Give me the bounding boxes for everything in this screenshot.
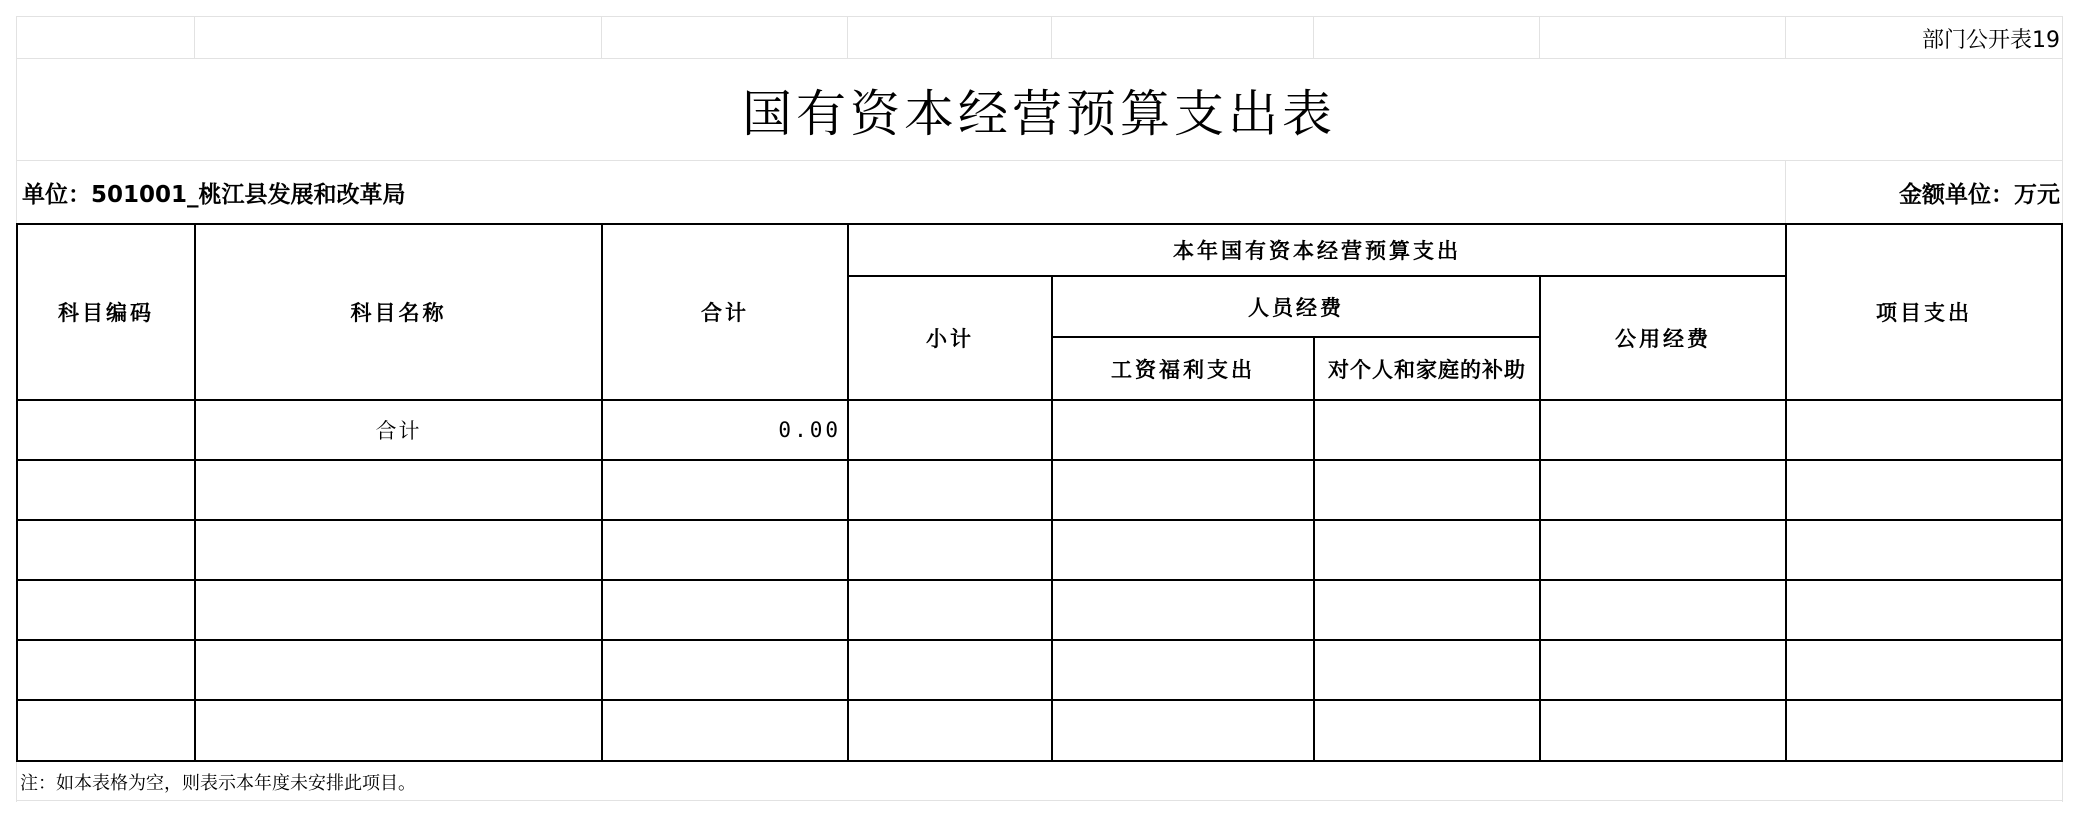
unit-label: 单位：501001_桃江县发展和改革局 bbox=[22, 181, 406, 208]
header-subsidies: 对个人和家庭的补助 bbox=[1328, 357, 1526, 382]
table-cell-total[interactable] bbox=[603, 701, 841, 760]
table-cell-code[interactable] bbox=[18, 461, 194, 519]
header-subject-name: 科目名称 bbox=[350, 301, 447, 325]
table-border bbox=[2061, 223, 2063, 762]
grid-line bbox=[16, 762, 17, 802]
table-cell-total[interactable] bbox=[603, 521, 841, 579]
table-cell-subtotal[interactable] bbox=[849, 461, 1045, 519]
table-cell-subtotal[interactable] bbox=[849, 701, 1045, 760]
grid-line bbox=[1313, 16, 1314, 58]
header-personnel: 人员经费 bbox=[1248, 295, 1344, 320]
table-cell-salary[interactable] bbox=[1053, 461, 1307, 519]
table-cell-public[interactable] bbox=[1541, 401, 1779, 459]
table-cell-public[interactable] bbox=[1541, 521, 1779, 579]
table-cell-name[interactable] bbox=[196, 641, 601, 699]
grid-line bbox=[1785, 16, 1786, 58]
table-cell-name[interactable] bbox=[196, 521, 601, 579]
header-subject-code: 科目编码 bbox=[58, 301, 154, 325]
table-cell-project[interactable] bbox=[1787, 461, 2055, 519]
table-cell-salary[interactable] bbox=[1053, 641, 1307, 699]
grid-line bbox=[1051, 16, 1052, 58]
table-cell-name[interactable]: 合计 bbox=[375, 419, 422, 443]
table-border bbox=[16, 760, 2063, 762]
table-cell-name[interactable] bbox=[196, 701, 601, 760]
table-cell-project[interactable] bbox=[1787, 701, 2055, 760]
table-cell-public[interactable] bbox=[1541, 581, 1779, 639]
footer-note: 注：如本表格为空，则表示本年度未安排此项目。 bbox=[20, 773, 416, 794]
table-cell-project[interactable] bbox=[1787, 401, 2055, 459]
table-cell-public[interactable] bbox=[1541, 461, 1779, 519]
table-cell-code[interactable] bbox=[18, 401, 194, 459]
table-cell-code[interactable] bbox=[18, 521, 194, 579]
grid-line bbox=[16, 800, 2062, 801]
table-cell-subsidy[interactable] bbox=[1315, 701, 1533, 760]
header-project-expenditure: 项目支出 bbox=[1876, 301, 1972, 325]
grid-line bbox=[1785, 160, 1786, 224]
header-current-year-group: 本年国有资本经营预算支出 bbox=[1173, 239, 1461, 263]
grid-line bbox=[601, 16, 602, 58]
table-cell-project[interactable] bbox=[1787, 581, 2055, 639]
table-cell-subsidy[interactable] bbox=[1315, 521, 1533, 579]
grid-line bbox=[194, 16, 195, 58]
table-cell-subtotal[interactable] bbox=[849, 641, 1045, 699]
table-cell-subsidy[interactable] bbox=[1315, 401, 1533, 459]
table-cell-salary[interactable] bbox=[1053, 521, 1307, 579]
table-cell-salary[interactable] bbox=[1053, 401, 1307, 459]
table-cell-code[interactable] bbox=[18, 641, 194, 699]
header-salary-welfare: 工资福利支出 bbox=[1111, 357, 1255, 382]
header-public-funds: 公用经费 bbox=[1615, 327, 1711, 351]
table-cell-total[interactable] bbox=[603, 641, 841, 699]
grid-line bbox=[847, 16, 848, 58]
table-cell-total[interactable] bbox=[603, 461, 841, 519]
table-cell-subtotal[interactable] bbox=[849, 401, 1045, 459]
header-total: 合计 bbox=[701, 301, 749, 325]
table-cell-name[interactable] bbox=[196, 461, 601, 519]
table-cell-total[interactable] bbox=[603, 581, 841, 639]
table-cell-code[interactable] bbox=[18, 581, 194, 639]
grid-line bbox=[1539, 16, 1540, 58]
table-cell-salary[interactable] bbox=[1053, 701, 1307, 760]
table-cell-subsidy[interactable] bbox=[1315, 581, 1533, 639]
table-cell-salary[interactable] bbox=[1053, 581, 1307, 639]
table-cell-code[interactable] bbox=[18, 701, 194, 760]
table-cell-project[interactable] bbox=[1787, 521, 2055, 579]
grid-line bbox=[16, 160, 2062, 161]
table-cell-subtotal[interactable] bbox=[849, 581, 1045, 639]
table-cell-name[interactable] bbox=[196, 581, 601, 639]
table-cell-project[interactable] bbox=[1787, 641, 2055, 699]
amount-unit-label: 金额单位：万元 bbox=[1899, 181, 2060, 208]
grid-line bbox=[16, 16, 2062, 17]
header-subtotal: 小计 bbox=[926, 327, 974, 351]
table-cell-public[interactable] bbox=[1541, 701, 1779, 760]
page-title: 国有资本经营预算支出表 bbox=[742, 85, 1336, 143]
table-cell-public[interactable] bbox=[1541, 641, 1779, 699]
table-cell-subtotal[interactable] bbox=[849, 521, 1045, 579]
form-tag: 部门公开表19 bbox=[1922, 27, 2060, 53]
table-cell-subsidy[interactable] bbox=[1315, 461, 1533, 519]
grid-line bbox=[16, 58, 2062, 59]
table-cell-total[interactable]: 0.00 bbox=[778, 418, 841, 442]
table-cell-subsidy[interactable] bbox=[1315, 641, 1533, 699]
